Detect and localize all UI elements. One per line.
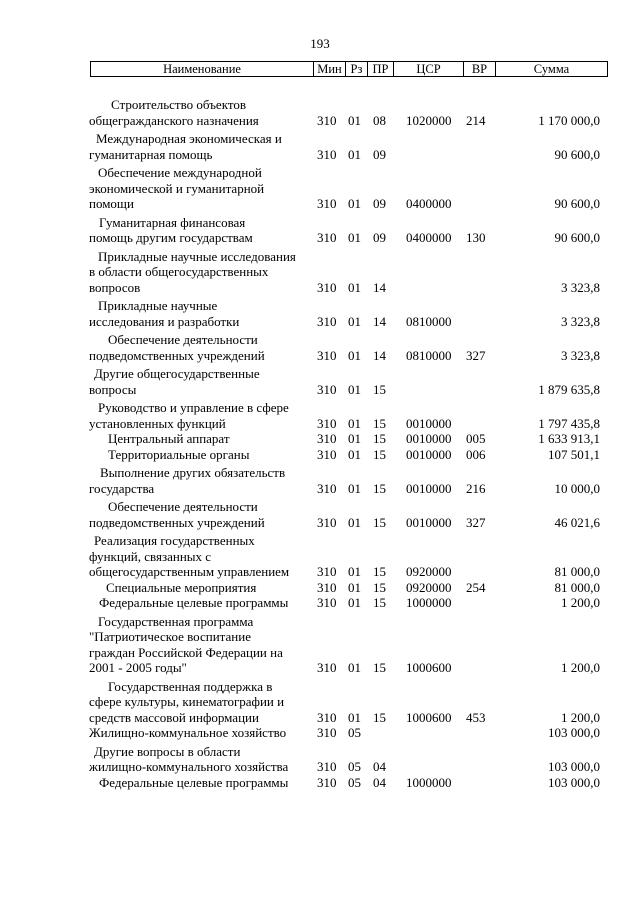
cell-csr: 0010000 — [406, 415, 452, 431]
cell-pr: 04 — [373, 759, 386, 774]
row-name-line: Специальные мероприятия — [106, 579, 257, 595]
table-row — [0, 400, 640, 431]
page-number: 193 — [310, 36, 330, 51]
cell-rz: 01 — [348, 709, 361, 725]
row-name-line: Обеспечение деятельности — [108, 499, 258, 514]
table-row — [0, 131, 640, 162]
row-name-line: функций, связанных с — [89, 548, 212, 564]
cell-sum: 10 000,0 — [554, 480, 600, 496]
cell-rz: 01 — [348, 480, 361, 496]
table-row — [0, 215, 640, 246]
row-name-line: Обеспечение международной — [98, 165, 262, 180]
table-row — [0, 298, 640, 329]
col-header-min: Мин — [313, 62, 345, 76]
cell-rz: 01 — [348, 660, 361, 675]
row-name — [89, 679, 301, 726]
cell-min: 310 — [317, 279, 337, 295]
table-row — [0, 744, 640, 775]
cell-csr: 0920000 — [406, 579, 452, 595]
cell-rz: 01 — [348, 146, 361, 162]
row-name-line: средств массовой информации — [89, 709, 259, 725]
table-row — [0, 447, 640, 463]
row-name-line: помощь другим государствам — [89, 230, 253, 245]
row-name-line: Прикладные научные — [98, 298, 218, 313]
row-name-line: граждан Российской Федерации на — [89, 644, 283, 660]
cell-vr: 214 — [466, 112, 486, 128]
cell-min: 310 — [317, 112, 337, 128]
cell-rz: 01 — [348, 381, 361, 397]
cell-pr: 09 — [373, 230, 386, 245]
row-name-line: установленных функций — [89, 415, 226, 431]
row-name — [89, 400, 301, 431]
cell-sum: 81 000,0 — [554, 579, 600, 595]
row-name — [89, 775, 301, 791]
row-name — [89, 215, 301, 246]
row-name — [89, 298, 301, 329]
cell-pr: 15 — [373, 446, 386, 462]
cell-min: 310 — [317, 313, 337, 329]
row-name-line: Другие вопросы в области — [94, 743, 241, 759]
cell-sum: 1 200,0 — [561, 595, 600, 610]
table-header — [90, 61, 608, 77]
cell-rz: 01 — [348, 230, 361, 245]
row-name-line: вопросы — [89, 381, 137, 397]
row-name — [89, 614, 301, 676]
col-header-rz: Рз — [345, 62, 367, 76]
cell-csr: 0400000 — [406, 196, 452, 211]
table-row — [0, 97, 640, 128]
cell-pr: 08 — [373, 112, 386, 128]
row-name-line: Прикладные научные исследования — [98, 248, 296, 264]
cell-pr: 15 — [373, 579, 386, 595]
row-name-line: исследования и разработки — [89, 313, 240, 329]
table-row — [0, 775, 640, 791]
row-name-line: Обеспечение деятельности — [108, 332, 258, 347]
cell-csr: 1000600 — [406, 660, 452, 675]
cell-sum: 103 000,0 — [548, 774, 600, 790]
cell-sum: 90 600,0 — [554, 230, 600, 245]
cell-sum: 3 323,8 — [561, 313, 600, 329]
row-name — [89, 465, 301, 496]
cell-csr: 1000600 — [406, 709, 452, 725]
row-name-line: Территориальные органы — [108, 446, 250, 462]
cell-csr: 0400000 — [406, 230, 452, 245]
cell-sum: 1 170 000,0 — [538, 112, 600, 128]
cell-min: 310 — [317, 774, 337, 790]
row-name-line: Реализация государственных — [94, 533, 255, 548]
cell-rz: 01 — [348, 579, 361, 595]
cell-vr: 254 — [466, 579, 486, 595]
cell-vr: 327 — [466, 514, 486, 530]
cell-pr: 09 — [373, 196, 386, 211]
cell-rz: 01 — [348, 446, 361, 462]
cell-csr: 0010000 — [406, 446, 452, 462]
row-name — [89, 97, 301, 128]
table-row — [0, 533, 640, 580]
cell-pr: 14 — [373, 347, 386, 363]
row-name-line: подведомственных учреждений — [89, 347, 265, 363]
cell-rz: 01 — [348, 514, 361, 530]
row-name-line: жилищно-коммунального хозяйства — [89, 759, 289, 774]
row-name-line: Строительство объектов — [111, 97, 246, 112]
cell-pr: 09 — [373, 146, 386, 162]
cell-pr: 04 — [373, 774, 386, 790]
cell-pr: 15 — [373, 431, 386, 446]
cell-min: 310 — [317, 431, 337, 446]
row-name-line: Руководство и управление в сфере — [98, 400, 289, 415]
cell-sum: 1 200,0 — [561, 660, 600, 675]
table-body — [0, 97, 640, 790]
cell-sum: 103 000,0 — [548, 759, 600, 774]
cell-min: 310 — [317, 415, 337, 431]
row-name-line: Гуманитарная финансовая — [99, 214, 246, 230]
row-name-line: "Патриотическое воспитание — [89, 629, 251, 644]
cell-rz: 01 — [348, 196, 361, 211]
row-name — [89, 332, 301, 363]
cell-sum: 1 200,0 — [561, 709, 600, 725]
cell-vr: 216 — [466, 480, 486, 496]
cell-pr: 14 — [373, 313, 386, 329]
cell-vr: 006 — [466, 446, 486, 462]
row-name — [89, 249, 301, 296]
cell-sum: 1 633 913,1 — [538, 431, 600, 446]
row-name-line: Выполнение других обязательств — [100, 465, 286, 480]
cell-min: 310 — [317, 381, 337, 397]
cell-csr: 1000000 — [406, 595, 452, 610]
row-name-line: государства — [89, 480, 155, 496]
row-name-line: гуманитарная помощь — [89, 146, 213, 162]
table-row — [0, 679, 640, 726]
cell-vr: 130 — [466, 230, 486, 245]
cell-sum: 90 600,0 — [554, 146, 600, 162]
cell-sum: 1 879 635,8 — [538, 381, 600, 397]
row-name-line: Государственная поддержка в — [108, 678, 273, 694]
row-name — [89, 725, 301, 741]
cell-min: 310 — [317, 146, 337, 162]
table-row — [0, 499, 640, 530]
cell-sum: 81 000,0 — [554, 564, 600, 579]
cell-csr: 0810000 — [406, 347, 452, 363]
cell-rz: 01 — [348, 347, 361, 363]
cell-vr: 453 — [466, 709, 486, 725]
cell-pr: 14 — [373, 279, 386, 295]
row-name — [89, 165, 301, 212]
row-name-line: общегражданского назначения — [89, 112, 259, 128]
cell-csr: 0010000 — [406, 431, 452, 446]
cell-min: 310 — [317, 514, 337, 530]
cell-csr: 1000000 — [406, 774, 452, 790]
row-name — [89, 366, 301, 397]
cell-rz: 05 — [348, 774, 361, 790]
cell-pr: 15 — [373, 381, 386, 397]
cell-min: 310 — [317, 480, 337, 496]
col-header-name: Наименование — [163, 62, 241, 76]
row-name-line: Жилищно-коммунальное хозяйство — [89, 725, 287, 740]
cell-csr: 0010000 — [406, 480, 452, 496]
row-name-line: подведомственных учреждений — [89, 514, 265, 530]
cell-csr: 0810000 — [406, 313, 452, 329]
cell-min: 310 — [317, 230, 337, 245]
cell-pr: 15 — [373, 564, 386, 579]
cell-vr: 005 — [466, 431, 486, 446]
table-row — [0, 431, 640, 447]
cell-min: 310 — [317, 725, 337, 740]
row-name-line: Государственная программа — [98, 613, 254, 629]
cell-min: 310 — [317, 446, 337, 462]
row-name-line: вопросов — [89, 279, 141, 295]
cell-sum: 1 797 435,8 — [538, 415, 600, 431]
cell-min: 310 — [317, 709, 337, 725]
table-row — [0, 580, 640, 596]
row-name-line: экономической и гуманитарной — [89, 180, 265, 196]
row-name-line: помощи — [89, 196, 134, 211]
cell-rz: 01 — [348, 415, 361, 431]
row-name — [89, 447, 301, 463]
col-header-sum: Сумма — [495, 62, 607, 76]
row-name-line: Центральный аппарат — [108, 431, 230, 446]
table-row — [0, 249, 640, 296]
cell-min: 310 — [317, 579, 337, 595]
row-name-line: Другие общегосударственные — [94, 366, 260, 381]
row-name-line: сфере культуры, кинематографии и — [89, 694, 285, 709]
table-row — [0, 595, 640, 611]
cell-csr: 0920000 — [406, 564, 452, 579]
col-header-vr: ВР — [463, 62, 495, 76]
cell-sum: 103 000,0 — [548, 725, 600, 740]
cell-rz: 05 — [348, 759, 361, 774]
cell-pr: 15 — [373, 480, 386, 496]
row-name — [89, 431, 301, 447]
cell-vr: 327 — [466, 347, 486, 363]
cell-csr: 0010000 — [406, 514, 452, 530]
cell-min: 310 — [317, 595, 337, 610]
cell-rz: 01 — [348, 564, 361, 579]
row-name — [89, 580, 301, 596]
table-row — [0, 165, 640, 212]
table-row — [0, 366, 640, 397]
cell-pr: 15 — [373, 514, 386, 530]
table-row — [0, 614, 640, 676]
table-row — [0, 725, 640, 741]
cell-rz: 01 — [348, 112, 361, 128]
row-name — [89, 595, 301, 611]
cell-pr: 15 — [373, 595, 386, 610]
row-name-line: в области общегосударственных — [89, 264, 269, 279]
cell-rz: 01 — [348, 431, 361, 446]
cell-pr: 15 — [373, 660, 386, 675]
cell-sum: 107 501,1 — [548, 446, 600, 462]
col-header-csr: ЦСР — [393, 62, 463, 76]
row-name — [89, 499, 301, 530]
cell-rz: 01 — [348, 595, 361, 610]
cell-csr: 1020000 — [406, 112, 452, 128]
cell-sum: 3 323,8 — [561, 347, 600, 363]
cell-min: 310 — [317, 660, 337, 675]
row-name — [89, 533, 301, 580]
cell-min: 310 — [317, 196, 337, 211]
cell-sum: 90 600,0 — [554, 196, 600, 211]
row-name-line: общегосударственным управлением — [89, 564, 290, 579]
cell-min: 310 — [317, 347, 337, 363]
row-name-line: Международная экономическая и — [96, 131, 282, 146]
cell-sum: 3 323,8 — [561, 279, 600, 295]
cell-rz: 05 — [348, 725, 361, 740]
cell-pr: 15 — [373, 415, 386, 431]
row-name — [89, 744, 301, 775]
row-name-line: 2001 - 2005 годы" — [89, 660, 187, 675]
row-name-line: Федеральные целевые программы — [99, 595, 289, 610]
cell-sum: 46 021,6 — [554, 514, 600, 530]
cell-rz: 01 — [348, 279, 361, 295]
cell-min: 310 — [317, 759, 337, 774]
table-row — [0, 332, 640, 363]
col-header-pr: ПР — [367, 62, 393, 76]
table-row — [0, 465, 640, 496]
row-name — [89, 131, 301, 162]
row-name-line: Федеральные целевые программы — [99, 774, 289, 790]
cell-min: 310 — [317, 564, 337, 579]
cell-rz: 01 — [348, 313, 361, 329]
cell-pr: 15 — [373, 709, 386, 725]
